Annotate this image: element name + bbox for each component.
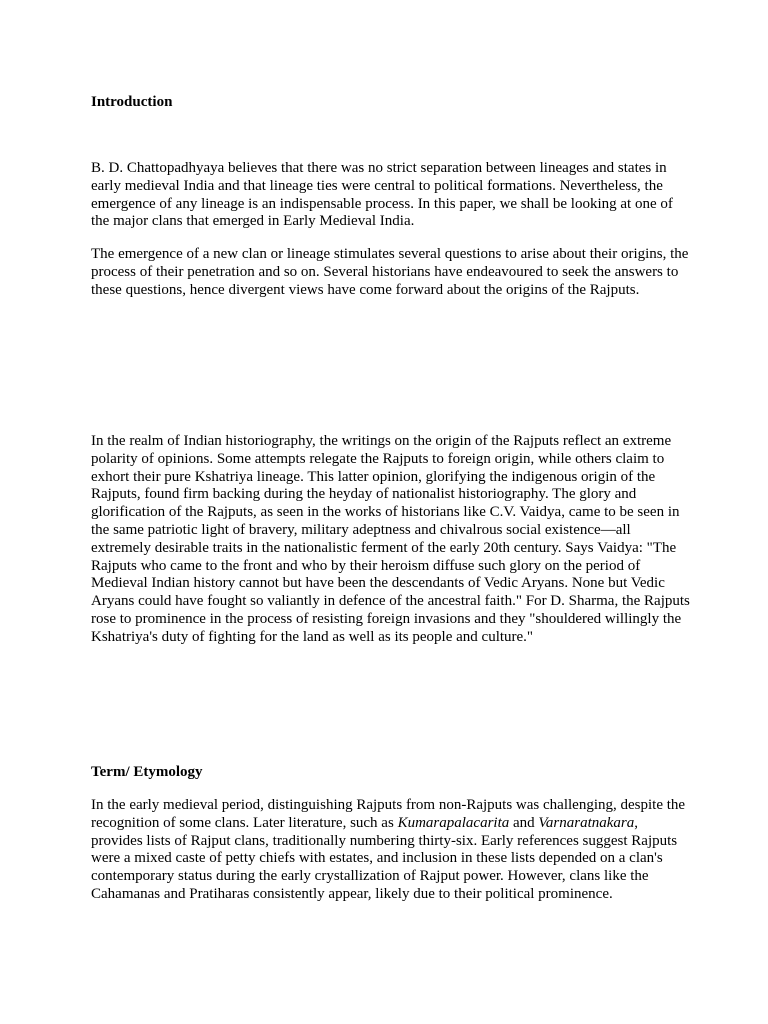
title-kumarapalacarita: Kumarapalacarita — [397, 814, 510, 831]
title-varnaratnakara: Varnaratnakara — [538, 814, 635, 831]
paragraph-etymology-text-2: and — [509, 814, 539, 831]
paragraph-etymology-text-1: In the early medieval period, distinguishing Rajputs from non-Rajputs was challenging, despite the recognition of some clans. Later literature, such as — [91, 797, 686, 831]
etymology-heading: Term/ Etymology — [91, 764, 203, 780]
paragraph-etymology — [91, 797, 691, 904]
paragraph-historiography: In the realm of Indian historiography, the writings on the origin of the Rajputs reflect an extreme polarity of opinions. Some attempts relegate the Rajputs to foreign origin, while others claim to exhort their pure Kshatriya lineage. This latter opinion, glorifying the indigenous origin of the Rajputs, found firm backing during the heyday of nationalist historiography. The glory and glorification of the Rajputs, as seen in the works of historians like C.V. Vaidya, came to be seen in the same patriotic light of bravery, military adeptness and chivalrous social existence—all extremely desirable traits in the nationalistic ferment of the early 20th century. Says Vaidya: "The Rajputs who came to the front and who by their heroism diffuse such glory on the period of Medieval Indian history cannot but have been the descendants of Vedic Aryans. None but Vedic Aryans could have fought so valiantly in defence of the ancestral faith." For D. Sharma, the Rajputs rose to prominence in the process of resisting foreign invasions and they "shouldered willingly the Kshatriya's duty of fighting for the land as well as its people and culture." — [91, 433, 690, 645]
paragraph-etymology-text-3: , provides lists of Rajput clans, traditionally numbering thirty-six. Early references suggest Rajputs were a mixed caste of petty chiefs with estates, and inclusion in these lists depended on a clan's contemporary status during the early crystallization of Rajput power. However, clans like the Cahamanas and Pratiharas consistently appear, likely due to their political prominence. — [91, 814, 678, 902]
paragraph-emergence-of-clan: The emergence of a new clan or lineage stimulates several questions to arise about their origins, the process of their penetration and so on. Several historians have endeavoured to seek the answers to these questions, hence divergent views have come forward about the origins of the Rajputs. — [91, 246, 689, 298]
paragraph-chattopadhyaya: B. D. Chattopadhyaya believes that there was no strict separation between lineages and states in early medieval India and that lineage ties were central to political formations. Nevertheless, the emergence of any lineage is an indispensable process. In this paper, we shall be looking at one of the major clans that emerged in Early Medieval India. — [91, 160, 673, 230]
introduction-heading: Introduction — [91, 94, 173, 110]
